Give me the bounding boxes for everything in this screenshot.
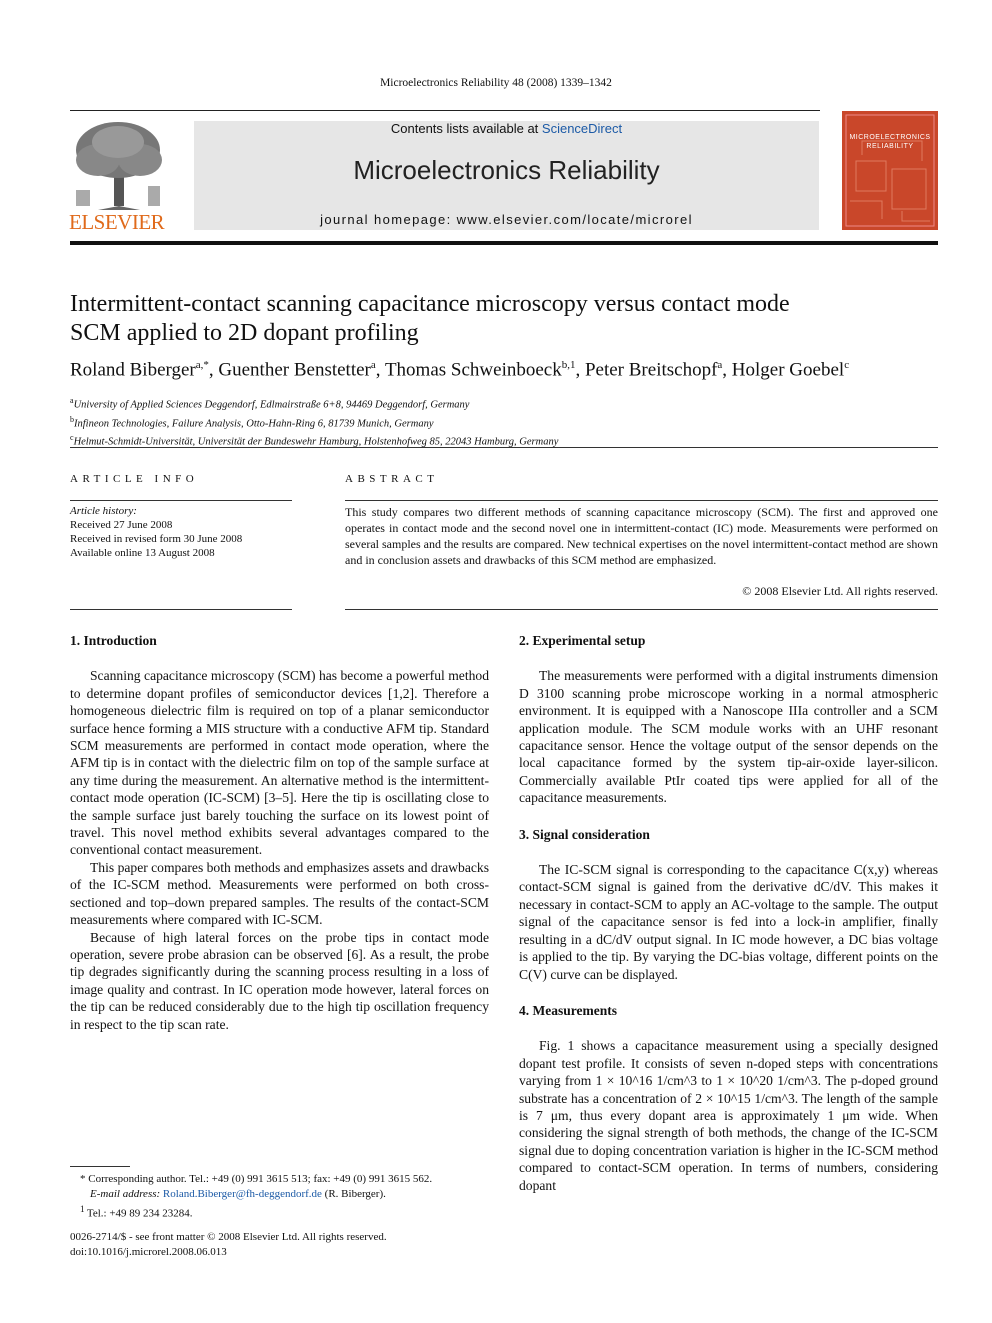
- author-sup: c: [844, 359, 850, 371]
- affiliation: [70, 413, 940, 432]
- section-heading: 1. Introduction: [70, 633, 157, 648]
- author-list: Roland Biberger$^{a,*}$, Guenther Benstetter$^a$, Thomas Schweinboeck$^{b,1}$, Peter Breitschopf$^a$, Holger Goebel$^c$: [70, 359, 850, 381]
- affiliation: [70, 394, 940, 413]
- abstract-rule: [345, 500, 938, 501]
- abstract-bottom-rule: [345, 609, 938, 610]
- abstract-heading: ABSTRACT: [345, 473, 439, 485]
- affil-sup: b: [70, 414, 74, 424]
- footnote-rule: [70, 1166, 130, 1167]
- received-date: Received 27 June 2008: [70, 519, 173, 531]
- email-suffix: (R. Biberger).: [324, 1188, 386, 1200]
- footnotes: [70, 1172, 490, 1222]
- author-sup: a: [717, 359, 723, 371]
- author-name: Guenther Benstetter: [218, 359, 371, 381]
- elsevier-wordmark: ELSEVIER: [69, 210, 165, 234]
- sciencedirect-link[interactable]: ScienceDirect: [541, 121, 623, 136]
- section-heading: 2. Experimental setup: [519, 633, 646, 648]
- asterisk-mark: *: [80, 1173, 89, 1185]
- author-sup: b,1: [561, 359, 576, 371]
- footnote-1: [70, 1202, 490, 1222]
- author-name: Roland Biberger: [70, 359, 196, 381]
- paragraph: Because of high lateral forces on the probe tips in contact mode operation, severe probe abrasion can be observed [6]. As a result, the probe tip degrades significantly during the scanning process resulting in a loss of image quality and contrast. In IC operation mode however, lateral forces on the tip can be reduced considerably due to the high tip oscillation frequency in respect to the tip scan rate.: [70, 929, 489, 1032]
- cover-title: [842, 133, 938, 151]
- doi-line[interactable]: doi:10.1016/j.microrel.2008.06.013: [70, 1246, 227, 1258]
- article-info-heading: ARTICLE INFO: [70, 473, 199, 485]
- contents-line: [194, 121, 819, 136]
- author-sup: a,*: [195, 359, 209, 371]
- cover-title-line2: RELIABILITY: [866, 143, 914, 150]
- header-rule: [70, 110, 820, 111]
- paragraph: Fig. 1 shows a capacitance measurement using a specially designed dopant test profile. It consists of seven n-doped steps with concentrations varying from 1 × 10^16 1/cm^3 to 1 × 10^20 1/cm^3. The p-doped ground substrate has a concentration of 2 × 10^15 1/cm^3. The length of the sample is 7 μm, thus every dopant area is approximately 1 μm wide. When considering the signal strength of both methods, the change of the IC-SCM signal due to doping concentration variation is higher in the IC-SCM method compared to contact-SCM operation. In terms of numbers, considering dopant: [519, 1038, 938, 1193]
- paragraph: This paper compares both methods and emphasizes assets and drawbacks of the IC-SCM method. Measurements were performed on both cross-sectioned and top–down prepared samples. The results of the contact-SCM measurements where compared with IC-SCM.: [70, 859, 490, 928]
- affiliations: [70, 394, 940, 450]
- author-sup: a: [370, 359, 376, 371]
- right-column: [519, 632, 938, 1194]
- email-link[interactable]: Roland.Biberger@fh-deggendorf.de: [162, 1188, 322, 1200]
- section-heading: 4. Measurements: [519, 1002, 617, 1018]
- abstract-copyright: © 2008 Elsevier Ltd. All rights reserved.: [742, 584, 938, 598]
- abstract-text: This study compares two different methods of scanning capacitance microscopy (SCM). The first and approved one operates in contact mode and the second novel one in intermittent-contact (IC) mode. Measurements were performed on several samples and the results are compared. New technical expertises on the novel intermittent-contact method are shown and in conclusion assets and drawbacks of this SCM method are emphasized.: [345, 505, 938, 567]
- article-history: [70, 504, 292, 560]
- revised-date: Received in revised form 30 June 2008: [70, 533, 243, 545]
- paragraph: The IC-SCM signal is corresponding to the capacitance C(x,y) whereas contact-SCM signal is gained from the derivative dC/dV. This makes it necessary in contact-SCM to apply an AC-voltage to the sample. The output signal of the capacitance sensor is fed into a lock-in amplifier, finally resulting in a dC/dV output signal. In IC mode however, a DC bias voltage is applied to the tip. By varying the DC-bias voltage, different points on the C(V) curve can be displayed.: [519, 862, 938, 982]
- journal-citation: Microelectronics Reliability 48 (2008) 1339–1342: [380, 77, 612, 89]
- journal-homepage[interactable]: journal homepage: www.elsevier.com/locate/microrel: [320, 212, 693, 227]
- author-name: Holger Goebel: [731, 359, 845, 381]
- affil-text: Helmut-Schmidt-Universität, Universität der Bundeswehr Hamburg, Holstenhofweg 85, 22043 Hamburg, Germany: [73, 436, 559, 448]
- title-line-1: Intermittent-contact scanning capacitance microscopy versus contact mode: [70, 291, 790, 317]
- affil-sup: a: [70, 396, 74, 405]
- affil-text: Infineon Technologies, Failure Analysis, Otto-Hahn-Ring 6, 81739 Munich, Germany: [74, 418, 434, 429]
- footnote-text: Tel.: +49 89 234 23284.: [86, 1207, 193, 1220]
- history-label: Article history:: [70, 505, 137, 517]
- journal-title: Microelectronics Reliability: [353, 155, 660, 185]
- article-info-rule: [70, 500, 292, 501]
- fn-mark: 1: [80, 1204, 87, 1214]
- left-column: [70, 632, 489, 1033]
- section-heading: 3. Signal consideration: [519, 826, 650, 842]
- journal-cover-image: [842, 111, 938, 230]
- affil-sup: c: [70, 433, 74, 442]
- masthead-bottom-rule: [70, 241, 938, 245]
- issn-doi: [70, 1230, 387, 1260]
- contents-prefix: Contents lists available at: [390, 121, 542, 136]
- article-title: [70, 290, 940, 348]
- footnote-email: [70, 1187, 490, 1202]
- issn-line: 0026-2714/$ - see front matter © 2008 Elsevier Ltd. All rights reserved.: [70, 1231, 387, 1243]
- footnote-corresponding: [70, 1172, 490, 1187]
- email-label: E-mail address:: [90, 1188, 161, 1200]
- footnote-text: Corresponding author. Tel.: +49 (0) 991 3615 513; fax: +49 (0) 991 3615 562.: [88, 1173, 433, 1185]
- online-date: Available online 13 August 2008: [70, 547, 215, 559]
- cover-title-line1: MICROELECTRONICS: [849, 134, 931, 141]
- title-line-2: SCM applied to 2D dopant profiling: [70, 320, 419, 346]
- affil-text: University of Applied Sciences Deggendorf, Edlmairstraße 6+8, 94469 Deggendorf, Germany: [73, 399, 470, 411]
- paragraph: Scanning capacitance microscopy (SCM) has become a powerful method to determine dopant profiles of semiconductor devices [1,2]. Therefore a homogeneous dielectric film is required on top of a planar semiconductor surface hence forming a MIS structure with a conductive AFM tip. Standard SCM measurements are performed in contact mode operation, where the AFM tip is in contact with the dielectric film on top of the sample surface at any time during the measurement. An alternative method is the intermittent-contact mode operation (IC-SCM) [3–5]. Here the tip is oscillating close to the sample surface just barely touching the surface on its lowest point of travel. This novel method exhibits several advantages compared to the conventional contact measurement.: [70, 668, 489, 858]
- article-info-bottom-rule: [70, 609, 292, 610]
- author-name: Thomas Schweinboeck: [384, 359, 562, 381]
- paragraph: The measurements were performed with a digital instruments dimension D 3100 scanning probe microscope working in a normal atmospheric environment. It is equipped with a Nanoscope IIIa controller and a SCM application module. The SCM module works with an UHF resonant capacitance sensor. Hence the voltage output of the sensor depends on the local capacitance formed by the system tip-air-oxide layer-silicon. Commercially available PtIr coated tips were applied for all of the capacitance measurements.: [519, 668, 938, 806]
- affil-rule: [70, 447, 938, 448]
- author-name: Peter Breitschopf: [584, 359, 718, 381]
